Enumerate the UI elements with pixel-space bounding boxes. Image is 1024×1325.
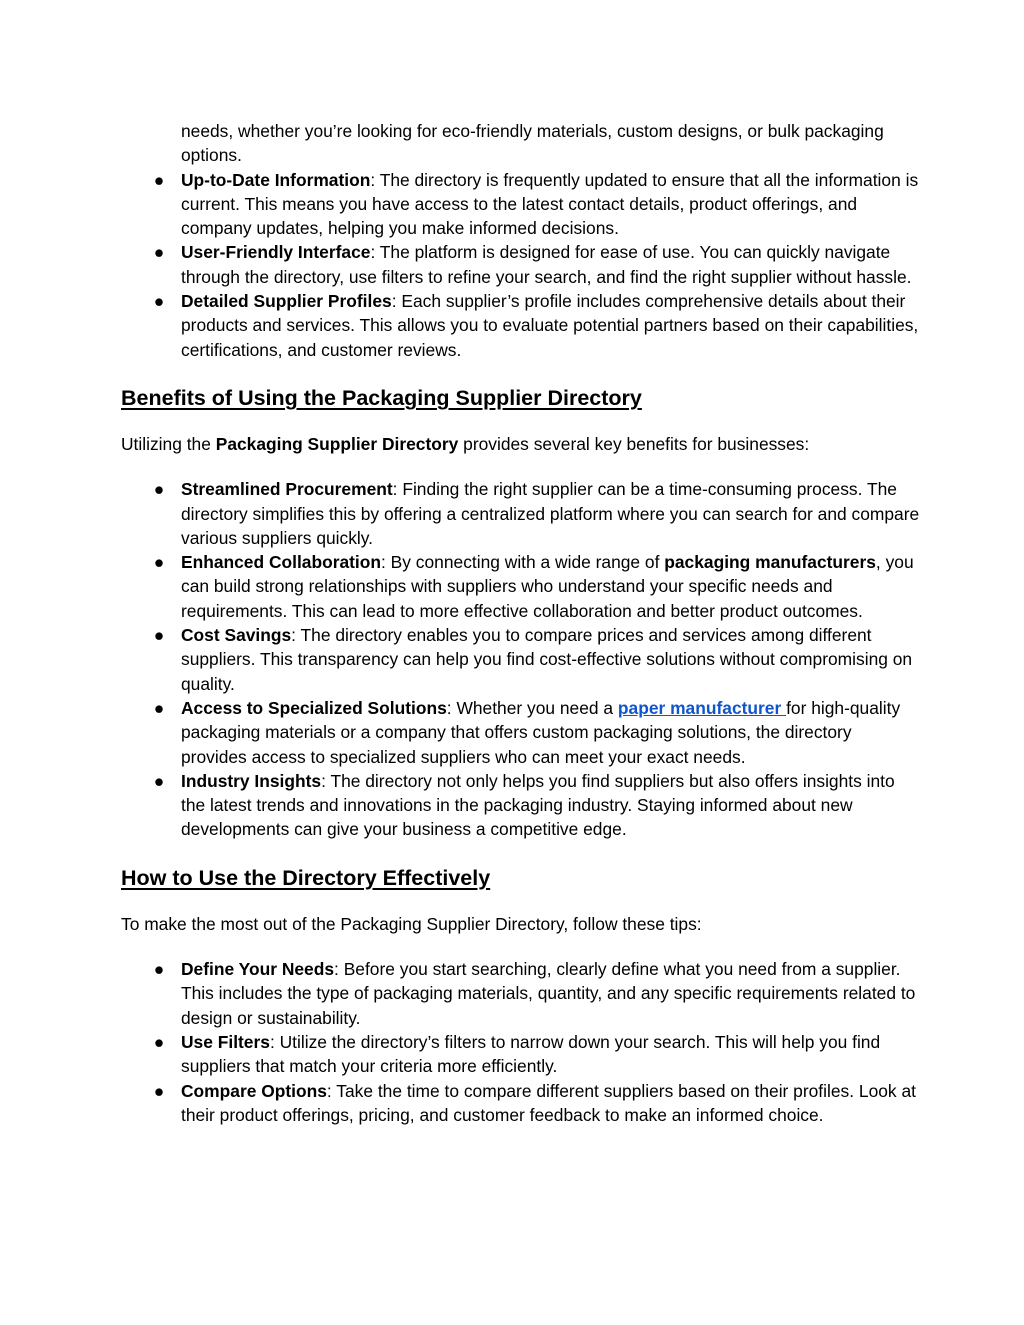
list-item: [121, 696, 921, 769]
list-item-text: : The directory not only helps you find suppliers but also offers insights into the latest trends and innovations in the packaging industry. Staying informed about new developments can give your business a competitive edge.: [181, 770, 895, 840]
list-item: [121, 1079, 921, 1128]
list-item: [121, 550, 921, 623]
list-item: [121, 1030, 921, 1079]
benefits-intro-bold: Packaging Supplier Directory: [215, 433, 459, 454]
list-item-term: Compare Options: [181, 1080, 327, 1101]
list-item-text: : Whether you need a: [446, 697, 618, 718]
list-item-term: Industry Insights: [181, 770, 322, 791]
list-item-text: : By connecting with a wide range of: [381, 552, 665, 573]
list-item-term: Define Your Needs: [181, 959, 335, 980]
list-item-term: Access to Specialized Solutions: [181, 697, 447, 718]
list-item-term: Up-to-Date Information: [181, 169, 371, 190]
bullet-icon: ●: [153, 479, 165, 500]
list-item-text: : The directory enables you to compare prices and services among different suppliers. This transparency can help you find cost-effective solutions without compromising on quality.: [181, 625, 913, 694]
list-item-text: : Finding the right supplier can be a time-consuming process. The directory simplifies this by offering a centralized platform where you can search for and compare various suppliers quickly.: [181, 479, 920, 548]
list-item-text: : The directory is frequently updated to ensure that all the information is current. This means you have access to the latest contact details, product offerings, and company updates, helping you make informed decisions.: [181, 169, 919, 239]
howto-list: [121, 957, 921, 1127]
list-item-text: : Before you start searching, clearly define what you need from a supplier. This includes the type of packaging materials, quantity, and any specific requirements related to design or sustainability.: [181, 959, 916, 1028]
list-item-text: , you can build strong relationships with suppliers who understand your specific needs and requirements. This can lead to more effective collaboration and better product outcomes.: [181, 552, 914, 621]
bullet-icon: ●: [153, 959, 165, 980]
list-item: [121, 289, 921, 362]
document-body: [121, 119, 921, 1127]
bullet-icon: ●: [153, 625, 165, 646]
list-item-term: Enhanced Collaboration: [181, 552, 382, 573]
bullet-icon: ●: [153, 770, 165, 791]
howto-intro: To make the most out of the Packaging Supplier Directory, follow these tips:: [121, 913, 702, 934]
list-item-text: : Take the time to compare different suppliers based on their profiles. Look at their product offerings, pricing, and customer feedback to make an informed choice.: [181, 1080, 916, 1125]
bullet-icon: ●: [153, 169, 165, 190]
list-item-term: Streamlined Procurement: [181, 479, 393, 500]
list-item-text: : The platform is designed for ease of use. You can quickly navigate through the directory, use filters to refine your search, and find the right supplier without hassle.: [181, 242, 912, 287]
bullet-icon: ●: [153, 697, 165, 718]
list-item-term: Detailed Supplier Profiles: [181, 291, 392, 312]
benefits-intro: [121, 432, 921, 456]
list-item: [121, 168, 921, 241]
benefits-heading: Benefits of Using the Packaging Supplier Directory: [121, 385, 642, 410]
list-item-bold-phrase: packaging manufacturers: [664, 552, 876, 573]
list-item: [121, 623, 921, 696]
bullet-icon: ●: [153, 291, 165, 312]
list-item-term: Cost Savings: [181, 625, 292, 646]
benefits-intro-post: provides several key benefits for businesses:: [458, 433, 810, 454]
list-item-text: : Utilize the directory’s filters to narrow down your search. This will help you find suppliers that match your criteria more efficiently.: [181, 1031, 881, 1077]
list-item-term: Use Filters: [181, 1031, 270, 1052]
list-item-term: User-Friendly Interface: [181, 242, 371, 263]
bullet-icon: ●: [153, 1080, 165, 1101]
paper-manufacturer-link[interactable]: paper manufacturer: [617, 697, 787, 718]
list-item-text: for high-quality packaging materials or a company that offers custom packaging solutions, the directory provides access to specialized suppliers who can meet your exact needs.: [181, 697, 901, 767]
bullet-icon: ●: [153, 242, 165, 263]
intro-continuation: needs, whether you’re looking for eco-friendly materials, custom designs, or bulk packaging options.: [181, 121, 884, 166]
bullet-icon: ●: [153, 552, 165, 573]
features-list: [121, 168, 921, 362]
benefits-list: [121, 477, 921, 841]
list-item: [121, 477, 921, 550]
howto-heading: How to Use the Directory Effectively: [121, 865, 491, 890]
list-item: [121, 769, 921, 842]
benefits-intro-pre: Utilizing the: [121, 433, 216, 454]
list-item: [121, 240, 921, 289]
list-item: [121, 957, 921, 1030]
list-item-text: : Each supplier’s profile includes comprehensive details about their products and services. This allows you to evaluate potential partners based on their capabilities, certifications, and customer reviews.: [181, 291, 919, 360]
bullet-icon: ●: [153, 1031, 165, 1052]
